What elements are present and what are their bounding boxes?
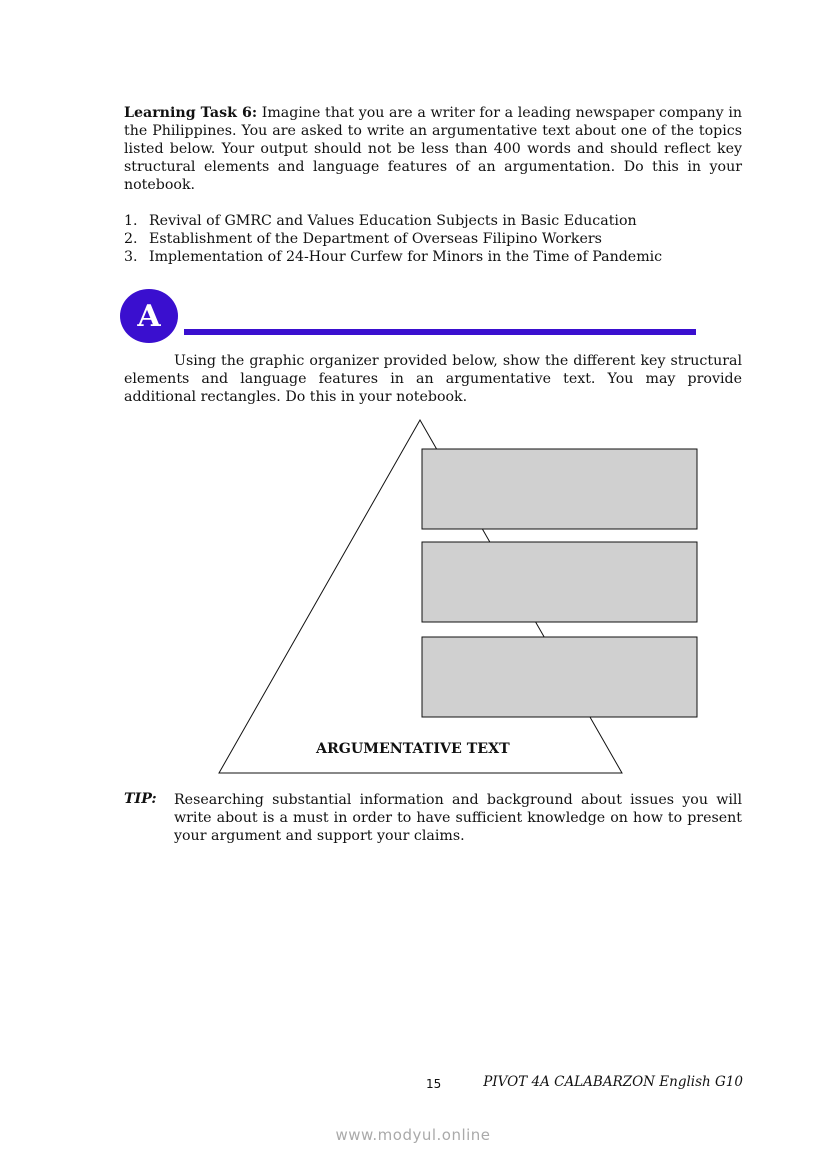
tip-text: Researching substantial information and background about issues you will write about is a must in order to have sufficient knowledge on how to present your argument and support your claims. (174, 792, 742, 844)
organizer-box-3 (422, 637, 697, 717)
item-number: 3. (124, 249, 138, 265)
item-number: 2. (124, 231, 138, 247)
item-text: Implementation of 24-Hour Curfew for Minors in the Time of Pandemic (149, 249, 663, 265)
section-badge: A (120, 289, 178, 343)
watermark: www.modyul.online (335, 1126, 491, 1144)
item-number: 1. (124, 213, 138, 229)
organizer-box-1 (422, 449, 697, 529)
item-text: Establishment of the Department of Overseas Filipino Workers (149, 231, 602, 247)
organizer-box-2 (422, 542, 697, 622)
tip-label: TIP: (124, 791, 157, 807)
item-text: Revival of GMRC and Values Education Subjects in Basic Education (149, 213, 637, 229)
footer-title: PIVOT 4A CALABARZON English G10 (483, 1074, 743, 1090)
task-text: Imagine that you are a writer for a leading newspaper company in the Philippines. You are asked to write an argumentative text about one of the topics listed below. Your output should not be less than 400 words and should reflect key structural elements and language features of an argumentation. Do this in your notebook. (124, 105, 743, 193)
task-label: Learning Task 6: (124, 105, 258, 121)
instruction-paragraph: Using the graphic organizer provided below, show the different key structural elements and language features in an argumentative text. You may provide additional rectangles. Do this in your notebook. (124, 353, 742, 405)
organizer-label: ARGUMENTATIVE TEXT (316, 741, 510, 757)
page-number: 15 (426, 1077, 442, 1091)
